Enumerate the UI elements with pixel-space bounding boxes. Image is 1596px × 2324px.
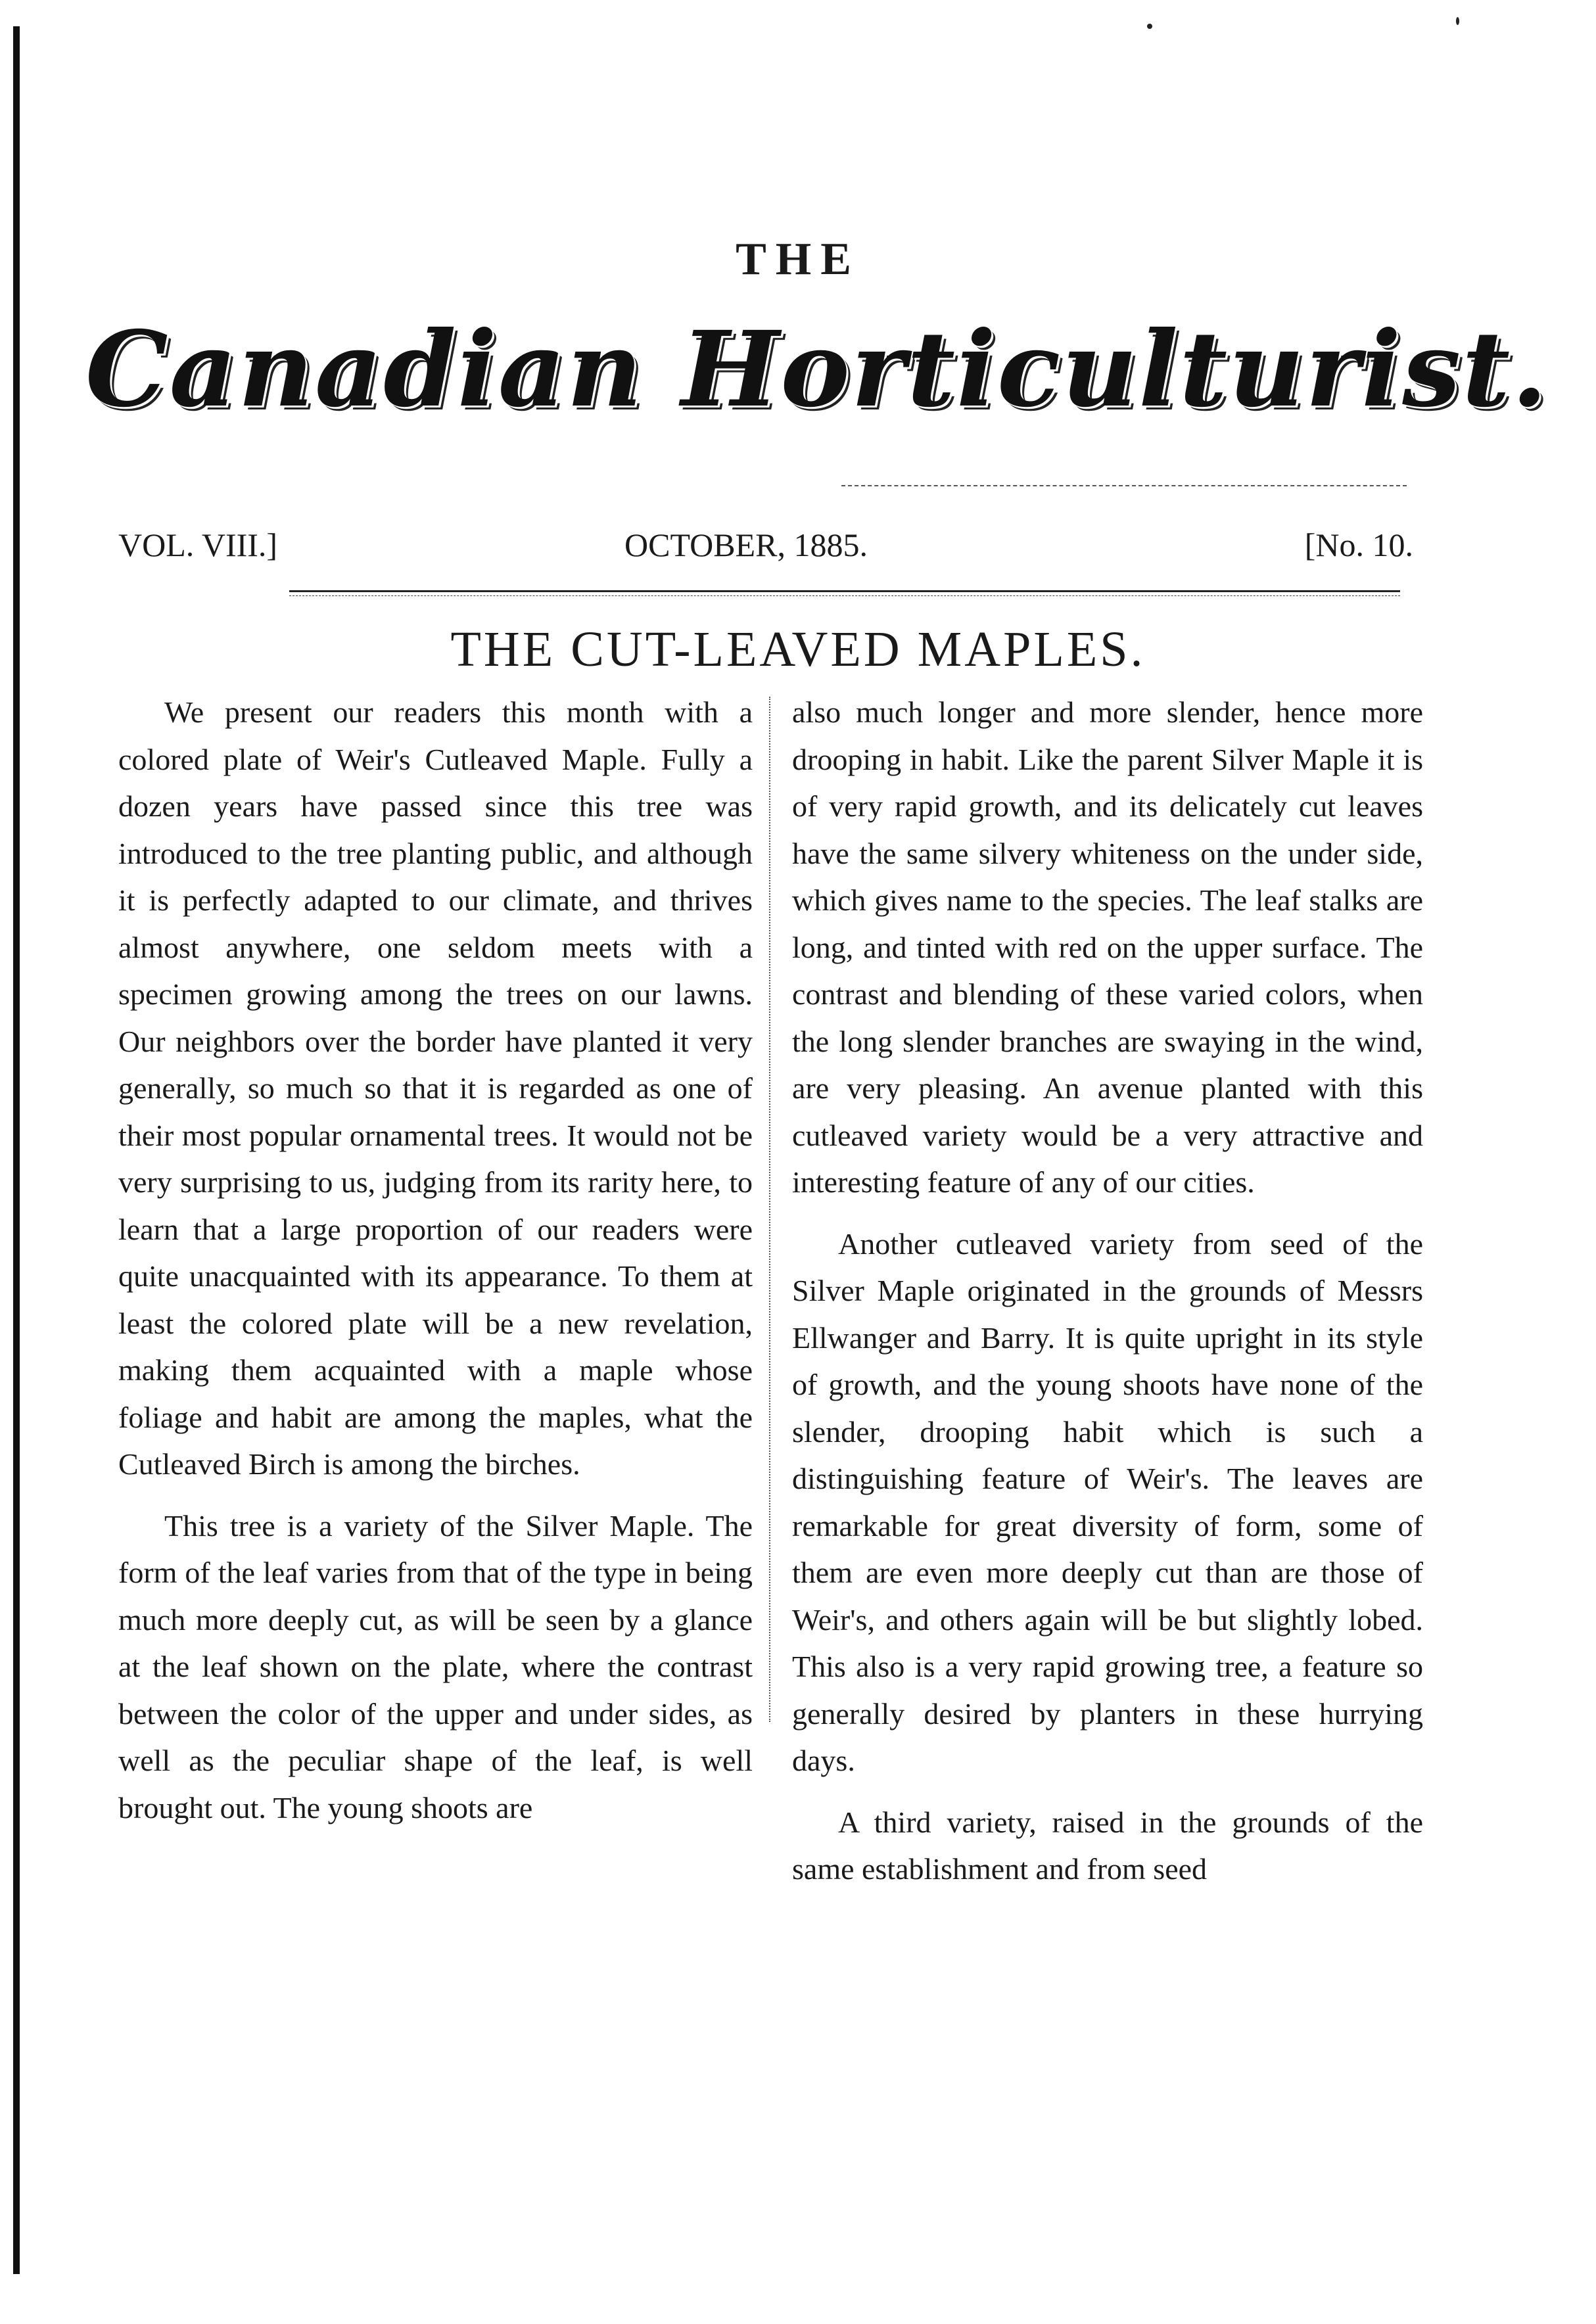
header-rule-secondary <box>289 595 1400 596</box>
issue-line <box>118 526 1413 578</box>
column-divider <box>769 697 770 1722</box>
masthead-title: Canadian Horticulturist. <box>85 309 1549 430</box>
article-column-right <box>792 689 1423 1907</box>
article-paragraph: A third variety, raised in the grounds of the same establishment and from seed <box>792 1805 1423 1886</box>
header-rule <box>289 590 1400 592</box>
article-paragraph: also much longer and more slender, hence more drooping in habit. Like the parent Silver Maple it is of very rapid growth, and its delicately cut leaves have the same silvery whiteness on the under side, which gives name to the species. The leaf stalks are long, and tinted with red on the upper surface. The contrast and blending of these varied colors, when the long slender branches are swaying in the wind, are very pleasing. An avenue planted with this cutleaved variety would be a very attractive and interesting feature of any of our cities. <box>792 695 1423 1199</box>
page-edge-rule <box>13 26 20 2274</box>
article-paragraph: This tree is a variety of the Silver Maple. The form of the leaf varies from that of the type in being much more deeply cut, as will be seen by a glance at the leaf shown on the plate, where the contrast between the color of the upper and under sides, as well as the peculiar shape of the leaf, is well brought out. The young shoots are <box>118 1508 753 1824</box>
print-speck <box>1456 17 1459 25</box>
article-paragraph: Another cutleaved variety from seed of the Silver Maple originated in the grounds of Messrs Ellwanger and Barry. It is quite upright in its style of growth, and the young shoots have none of the slender, drooping habit which is such a distinguishing feature of Weir's. The leaves are remarkable for great diversity of form, some of them are even more deeply cut than are those of Weir's, and others again will be but slightly lobed. This also is a very rapid growing tree, a feature so generally desired by planters in these hurrying days. <box>792 1226 1423 1777</box>
issue-volume: VOL. VIII.] <box>118 526 278 563</box>
issue-number: [No. 10. <box>1304 526 1413 563</box>
issue-date: OCTOBER, 1885. <box>624 526 868 563</box>
print-speck <box>1147 24 1152 29</box>
article-title: THE CUT-LEAVED MAPLES. <box>450 622 1146 677</box>
masthead-underline <box>841 485 1407 488</box>
article-paragraph: We present our readers this month with a colored plate of Weir's Cutleaved Maple. Fully a dozen years have passed since this tree was introduced to the tree planting public, and although it is perfectly adapted to our climate, and thrives almost anywhere, one seldom meets with a specimen growing among the trees on our lawns. Our neighbors over the border have planted it very generally, so much so that it is regarded as one of their most popular ornamental trees. It would not be very surprising to us, judging from its rarity here, to learn that a large proportion of our readers were quite unacquainted with its appearance. To them at least the colored plate will be a new revelation, making them acquainted with a maple whose foliage and habit are among the maples, what the Cutleaved Birch is among the birches. <box>118 695 753 1481</box>
article-column-left <box>118 689 753 1846</box>
masthead-the: THE <box>736 234 860 285</box>
